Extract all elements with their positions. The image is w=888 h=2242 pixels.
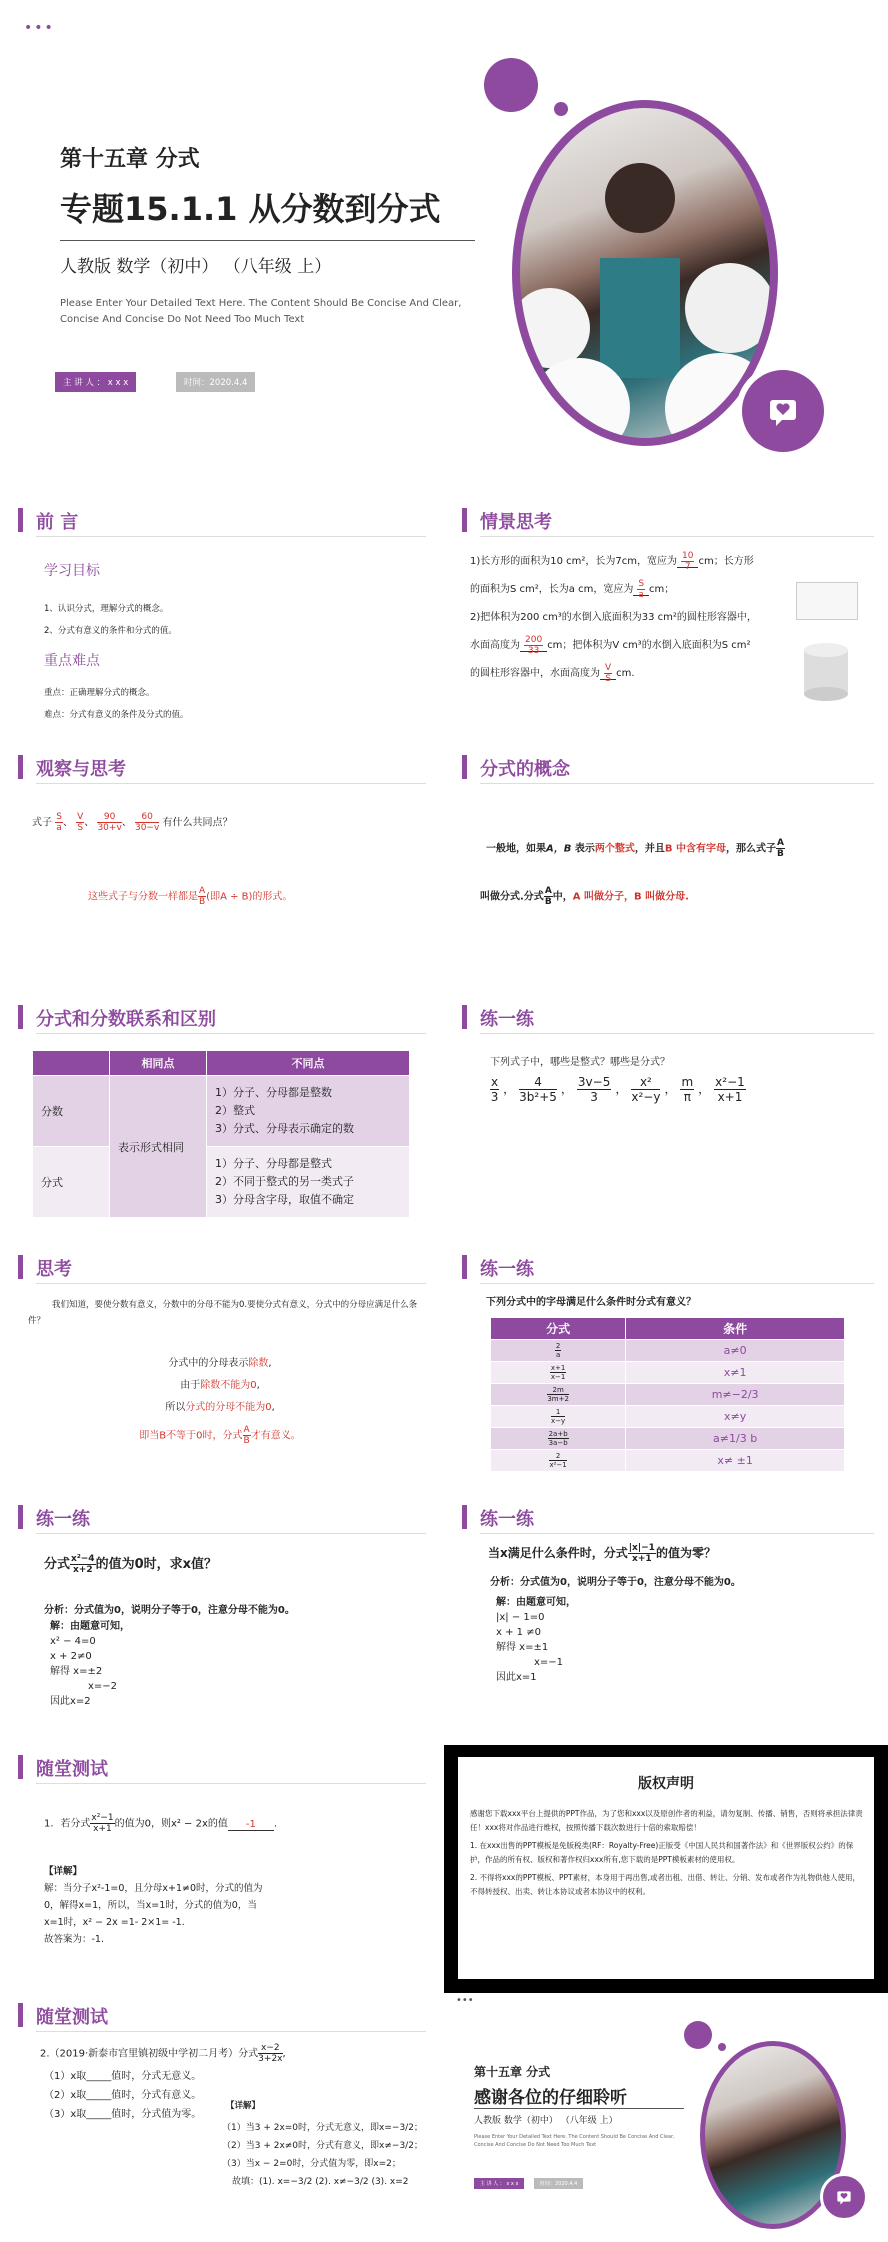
text: 解：当分子x²-1=0，且分母x+1≠0时，分式的值为 (44, 1883, 263, 1894)
solution (496, 1595, 576, 1685)
text: （1）当3 + 2x=0时，分式无意义，即x=−3/2； (222, 2123, 423, 2133)
frac-den: x+1 (717, 1090, 743, 1104)
header-condition: 条件 (626, 1318, 845, 1340)
expression-fraction (519, 1075, 557, 1104)
section-title: 练一练 (480, 1509, 534, 1530)
think-paragraph: 我们知道，要使分数有意义，分数中的分母不能为0.要使分式有意义，分式中的分母应满足什么条件？ (28, 1300, 418, 1326)
condition-cell: m≠−2/3 (626, 1384, 845, 1406)
frac-den: x+1 (632, 1554, 652, 1564)
row-label: 分数 (33, 1076, 110, 1147)
section-title: 前 言 (36, 512, 79, 533)
frac-num: x²−1 (91, 1813, 114, 1823)
frac-num: x (491, 1075, 499, 1089)
cover-chapter: 第十五章 分式 (60, 147, 200, 172)
table-row (491, 1406, 845, 1428)
goal-heading: 学习目标 (44, 563, 100, 579)
concept-line2 (480, 886, 689, 907)
text: 分式 (44, 1557, 71, 1572)
slide-quiz2 (0, 1995, 440, 2242)
table-row (491, 1384, 845, 1406)
frac-num: A (199, 886, 206, 896)
section-title: 情景思考 (480, 512, 552, 533)
text: 【详解】 (226, 2101, 261, 2111)
frac-num: 2 (555, 1342, 561, 1350)
frac-num: |x|−1 (628, 1543, 655, 1553)
text: 的值为零？ (655, 1546, 716, 1560)
text: 2. 不得将xxx的PPT模板、PPT素材，本身用于再出售,或者出租、出借、转让、分销、发布或者作为礼物供他人使用，不得转授权、出卖、转让本协议或者本协议中的权利。 (470, 1873, 860, 1896)
text: x=−1 (534, 1657, 564, 1668)
text: （2）x取_____值时，分式有意义。 (44, 2090, 202, 2101)
slide-practice3 (0, 1495, 440, 1735)
diff-item: 1）分子、分母都是整式 (215, 1157, 332, 1170)
section-title: 练一练 (36, 1509, 90, 1530)
text: 由于 (180, 1380, 201, 1391)
goal-item: 2、分式有意义的条件和分式的值。 (44, 626, 177, 636)
frac-den: B (198, 897, 206, 907)
menu-dots-icon: ••• (24, 20, 55, 36)
section-title: 分式和分数联系和区别 (36, 1009, 216, 1030)
text: 表示 (571, 843, 595, 855)
section-title: 思考 (36, 1259, 72, 1280)
text: A，B (546, 843, 572, 855)
text: 两个整式 (594, 843, 635, 855)
time-badge: 时间：2020.4.4 (534, 2178, 583, 2189)
copyright-box (458, 1757, 874, 1979)
time-badge: 时间：2020.4.4 (176, 372, 255, 392)
text: 分式中的分母表示 (168, 1358, 249, 1369)
frac-num: x−2 (258, 2043, 282, 2054)
text: 解得 x=±2 (50, 1666, 103, 1677)
observe-question: 式子 $\frac{S}{a}$ 、 $\frac{V}{S}$ 、 $\frac{90}{30+v}$ 、 $\frac{60}{30-v}$ 有什么共同点？ (32, 812, 233, 833)
condition-cell: a≠1/3 b (626, 1428, 845, 1450)
frac-num: S (638, 578, 645, 589)
scenario-line: cm. (616, 668, 635, 679)
text: 即当B不等于0时，分式 (139, 1430, 243, 1442)
key-heading: 重点难点 (44, 653, 100, 669)
quiz-question: 2.（2019·新泰市宫里镇初级中学初二月考）分式 $\frac{x-2}{3+2x}$ , (40, 2043, 286, 2064)
expression-fraction (490, 1075, 499, 1104)
text: 所以 (165, 1402, 186, 1413)
table-row (491, 1450, 845, 1472)
heart-chat-button[interactable] (736, 364, 830, 458)
think-reasoning: 分式中的分母表示除数, 由于除数不能为0, 所以分式的分母不能为0, 即当B不等于0时，分式 $\frac{A}{B}$ 才有意义。 (139, 1358, 301, 1446)
frac-num: m (681, 1075, 694, 1089)
practice-question: 下列式子中，哪些是整式？哪些是分式？ (490, 1057, 670, 1068)
text: x=1时，x² − 2x =1- 2×1= -1. (44, 1917, 185, 1928)
thanks-chapter: 第十五章 分式 (474, 2065, 551, 2079)
frac-den: B (243, 1436, 250, 1446)
cover-slide (0, 0, 888, 470)
text: 解得 x=±1 (496, 1642, 549, 1653)
quiz-question: 1．若分式 $\frac{\text{x²−1}}{x+1}$ 的值为0，则x² − 2x的值 -1 . (44, 1813, 278, 1834)
text: （3）当x − 2=0时，分式值为零，即x=2； (222, 2159, 401, 2169)
scenario-line: 的面积为S cm²，长为a cm，宽应为 (470, 584, 634, 595)
section-title: 观察与思考 (36, 759, 126, 780)
header-diff: 不同点 (207, 1051, 410, 1076)
compare-table (32, 1050, 410, 1218)
slide-practice2 (446, 1245, 888, 1485)
diff-item: 1）分子、分母都是整数 (215, 1086, 332, 1099)
slide-practice1 (446, 995, 888, 1235)
expression-fraction (714, 1075, 746, 1104)
fraction (549, 1452, 566, 1469)
condition-cell: x≠y (626, 1406, 845, 1428)
text: 式子 (32, 817, 52, 829)
frac-den: x−1 (550, 1373, 566, 1381)
frac-den: a (56, 823, 62, 833)
text: ，并且 (634, 843, 665, 855)
frac-den: 3a−b (548, 1439, 568, 1447)
slide-practice4 (446, 1495, 888, 1735)
thanks-desc: Please Enter Your Detailed Text Here. The Content Should Be Concise And Clear, Concise And Concise Do Not Need Too Much Text (474, 2134, 675, 2148)
frac-num: V (77, 812, 84, 822)
solution (50, 1619, 130, 1709)
frac-num: 2 (549, 1452, 566, 1461)
thanks-subtitle: 人教版 数学（初中） （八年级 上） (474, 2116, 618, 2126)
text: 中， (552, 891, 573, 903)
decor-circle-large (684, 2021, 712, 2049)
header-fraction: 分式 (491, 1318, 626, 1340)
separator: ， (560, 1082, 573, 1096)
frac-den: B (544, 897, 552, 907)
frac-num: A (776, 838, 784, 848)
text: 除数不能为0 (200, 1380, 257, 1391)
fraction-cell (491, 1362, 626, 1384)
section-title: 练一练 (480, 1009, 534, 1030)
expression-list (486, 1075, 750, 1104)
concept-line1 (486, 838, 785, 859)
text: 感谢您下载xxx平台上提供的PPT作品，为了您和xxx以及原创作者的利益，请勿复制、传播、销售，否则将承担法律责任！xxx将对作品进行维权，按照传播下载次数进行十倍的索取赔偿！ (470, 1809, 863, 1832)
cylinder-illustration (802, 642, 850, 700)
diff-item: 2）整式 (215, 1104, 255, 1117)
frac-num: A (544, 886, 552, 896)
heart-chat-icon (823, 2176, 865, 2218)
analysis-text: 分析：分式值为0，说明分子等于0，注意分母不能为0。 (490, 1577, 741, 1588)
text: 因此x=2 (50, 1696, 91, 1707)
fraction-cell (491, 1384, 626, 1406)
fraction (548, 1430, 569, 1447)
fraction (551, 1408, 565, 1425)
speaker-badge: 主 讲 人 ： x x x (55, 372, 136, 392)
fraction-cell (491, 1428, 626, 1450)
text: 解：由题意可知， (496, 1597, 576, 1608)
frac-den: 30−v (134, 823, 160, 833)
text: 的值为0，则x² − 2x的值 (114, 1818, 228, 1830)
text: 当x满足什么条件时，分式 (488, 1546, 628, 1560)
diff-item: 2）不同于整式的另一类式子 (215, 1175, 354, 1188)
fraction (555, 1342, 561, 1359)
cover-subtitle: 人教版 数学（初中） （八年级 上） (60, 257, 332, 277)
expression-fraction (577, 1075, 611, 1104)
text: 【详解】 (44, 1866, 83, 1877)
expression-fraction (680, 1075, 694, 1104)
slide-observe (0, 740, 440, 980)
text: |x| − 1=0 (496, 1612, 545, 1623)
scenario-line: 1)长方形的面积为10 cm²，长为7cm，宽应为 (470, 556, 678, 567)
text: （3）x取_____值时，分式值为零。 (44, 2109, 202, 2120)
fraction-cell (491, 1406, 626, 1428)
text: ，那么式子 (725, 843, 776, 855)
analysis-text: 分析：分式值为0，说明分子等于0，注意分母不能为0。 (44, 1605, 295, 1616)
practice-question (488, 1543, 716, 1564)
cover-title: 专题15.1.1 从分数到分式 (60, 190, 441, 228)
text: 解：由题意可知， (50, 1621, 130, 1632)
text: 有什么共同点？ (162, 817, 233, 829)
frac-den: a (555, 1351, 561, 1359)
scenario-line: 水面高度为 (470, 640, 520, 651)
same-cell: 表示形式相同 (110, 1076, 207, 1218)
slide-thanks (444, 1995, 888, 2242)
frac-den: 3 (490, 1090, 499, 1104)
text: 故答案为：-1. (44, 1934, 104, 1945)
frac-num: 10 (682, 550, 694, 561)
text: x + 2≠0 (50, 1651, 92, 1662)
slide-compare (0, 995, 440, 1235)
diff-item: 3）分式、分母表示确定的数 (215, 1122, 354, 1135)
scenario-line: cm；把体积为V cm³的水倒入底面积为S cm² (547, 640, 751, 651)
text: x + 1 ≠0 (496, 1627, 541, 1638)
decor-circle-small (718, 2043, 726, 2051)
scenario-line: 的圆柱形容器中，水面高度为 (470, 668, 600, 679)
frac-num: x+1 (550, 1364, 566, 1372)
frac-den: 3b²+5 (519, 1090, 557, 1104)
rectangle-illustration (796, 582, 858, 620)
key-item: 重点：正确理解分式的概念。 (44, 688, 155, 698)
frac-den: 30+v (97, 823, 122, 833)
expression-fraction (631, 1075, 660, 1104)
slide-concept (446, 740, 888, 980)
frac-num: 60 (135, 812, 159, 823)
quiz-parts (44, 2067, 201, 2124)
frac-num: x²−1 (715, 1075, 745, 1089)
frac-num: 2m (547, 1386, 569, 1395)
frac-num: V (605, 662, 612, 673)
frac-num: A (243, 1425, 250, 1435)
text: x=−2 (88, 1681, 118, 1692)
frac-num: 3v−5 (577, 1075, 611, 1089)
frac-den: π (683, 1090, 691, 1104)
frac-den: S (77, 823, 84, 833)
text: 一般地，如果 (486, 843, 546, 855)
frac-num: 90 (97, 812, 121, 823)
frac-num: x² (631, 1075, 660, 1090)
menu-dots-icon: ••• (456, 1995, 474, 2006)
cover-desc: Please Enter Your Detailed Text Here. The Content Should Be Concise And Clear, Concise And Concise Do Not Need Too Much Text (60, 298, 462, 325)
section-title: 随堂测试 (36, 1759, 108, 1780)
text: 1. 在xxx出售的PPT模板是免版税类(RF：Royalty-Free)正版受《中国人民共和国著作法》和《世界版权公约》的保护，作品的所有权、版权和著作权归xxx所有,您下载的是PPT模板素材的使用权。 (470, 1841, 854, 1864)
fraction (550, 1364, 566, 1381)
frac-den: x²−1 (549, 1461, 567, 1469)
text: 故填：(1). x=−3/2 (2). x≠−3/2 (3). x=2 (232, 2177, 409, 2187)
answer-blank: -1 (228, 1819, 274, 1831)
condition-cell: a≠0 (626, 1340, 845, 1362)
frac-den: x+2 (72, 1565, 93, 1575)
scenario-line: 2)把体积为200 cm³的水倒入底面积为33 cm²的圆柱形容器中， (470, 612, 757, 623)
frac-den: 3+2x (258, 2054, 283, 2064)
text: x² − 4=0 (50, 1636, 96, 1647)
fraction (547, 1386, 569, 1403)
slide-think (0, 1245, 440, 1485)
practice-question (44, 1553, 217, 1575)
text: 的值为0时，求x值？ (95, 1557, 218, 1572)
text: 因此x=1 (496, 1672, 537, 1683)
header-same: 相同点 (110, 1051, 207, 1076)
goal-item: 1、认识分式，理解分式的概念。 (44, 604, 169, 614)
section-title: 练一练 (480, 1259, 534, 1280)
practice-question: 下列分式中的字母满足什么条件时分式有意义？ (486, 1297, 696, 1308)
text: A 叫做分子，B 叫做分母. (572, 891, 689, 903)
copyright-title: 版权声明 (638, 1776, 694, 1792)
slide-copyright (444, 1745, 888, 1993)
frac-num: S (56, 812, 62, 822)
frac-den: a (638, 589, 644, 600)
speaker-badge: 主 讲 人 ： x x x (474, 2178, 524, 2189)
frac-den: 7 (684, 561, 691, 572)
condition-cell: x≠1 (626, 1362, 845, 1384)
quiz-answers (222, 2119, 423, 2191)
frac-den: 3m+2 (547, 1395, 569, 1403)
fraction-cell (491, 1450, 626, 1472)
text: B 中含有字母 (664, 843, 726, 855)
copyright-text (470, 1807, 864, 1899)
text: 2.（2019·新泰市宫里镇初级中学初二月考）分式 (40, 2048, 259, 2060)
condition-cell: x≠ ±1 (626, 1450, 845, 1472)
frac-den: x−y (551, 1417, 566, 1425)
separator: ， (664, 1082, 677, 1096)
decor-circle-large (484, 58, 538, 112)
frac-num: 2a+b (548, 1430, 568, 1438)
cloud-girl-image (520, 108, 770, 438)
frac-num: x²−4 (71, 1554, 95, 1564)
text: 才有意义。 (250, 1430, 301, 1442)
text: （1）x取_____值时，分式无意义。 (44, 2071, 202, 2082)
diff-item: 3）分母含字母，取值不确定 (215, 1193, 354, 1206)
slide-quiz1 (0, 1745, 440, 1985)
condition-table (490, 1317, 845, 1472)
text: 1．若分式 (44, 1818, 91, 1830)
key-item: 难点：分式有意义的条件及分式的值。 (44, 710, 189, 720)
frac-num: 200 (525, 634, 543, 645)
frac-den: 3 (590, 1090, 598, 1104)
frac-den: B (777, 849, 784, 859)
frac-num: 1 (551, 1408, 565, 1417)
section-title: 分式的概念 (480, 759, 570, 780)
table-row (491, 1362, 845, 1384)
separator: ， (698, 1082, 711, 1096)
table-row (491, 1428, 845, 1450)
section-title: 随堂测试 (36, 2007, 108, 2028)
text: 除数 (248, 1358, 269, 1369)
heart-chat-icon (742, 370, 824, 452)
table-row (491, 1340, 845, 1362)
separator: ， (503, 1082, 516, 1096)
heart-chat-button[interactable] (820, 2173, 868, 2221)
slide-preface (0, 500, 440, 730)
observe-answer (88, 886, 292, 907)
frac-num: 4 (519, 1075, 557, 1090)
thanks-title: 感谢各位的仔细聆听 (474, 2088, 627, 2108)
scenario-line: cm； (649, 584, 675, 595)
text: 这些式子与分数一样都是 (88, 891, 198, 903)
text: （2）当3 + 2x≠0时，分式有意义，即x≠−3/2； (222, 2141, 423, 2151)
decor-circle-small (554, 102, 568, 116)
frac-den: S (605, 673, 611, 684)
frac-den: x²−y (631, 1090, 661, 1104)
slide-scenario (446, 500, 888, 730)
frac-den: 33 (527, 645, 540, 656)
row-label: 分式 (33, 1147, 110, 1218)
scenario-line: cm；长方形 (698, 556, 754, 567)
frac-den: x+1 (93, 1824, 112, 1834)
separator: ， (615, 1082, 628, 1096)
text: 0，解得x=1，所以，当x=1时，分式的值为0，当 (44, 1900, 257, 1911)
text: 分式的分母不能为0 (185, 1402, 272, 1413)
text: 叫做分式.分式 (480, 891, 544, 903)
text: (即A ÷ B)的形式。 (206, 891, 293, 903)
fraction-cell (491, 1340, 626, 1362)
quiz-detail (44, 1863, 263, 1948)
